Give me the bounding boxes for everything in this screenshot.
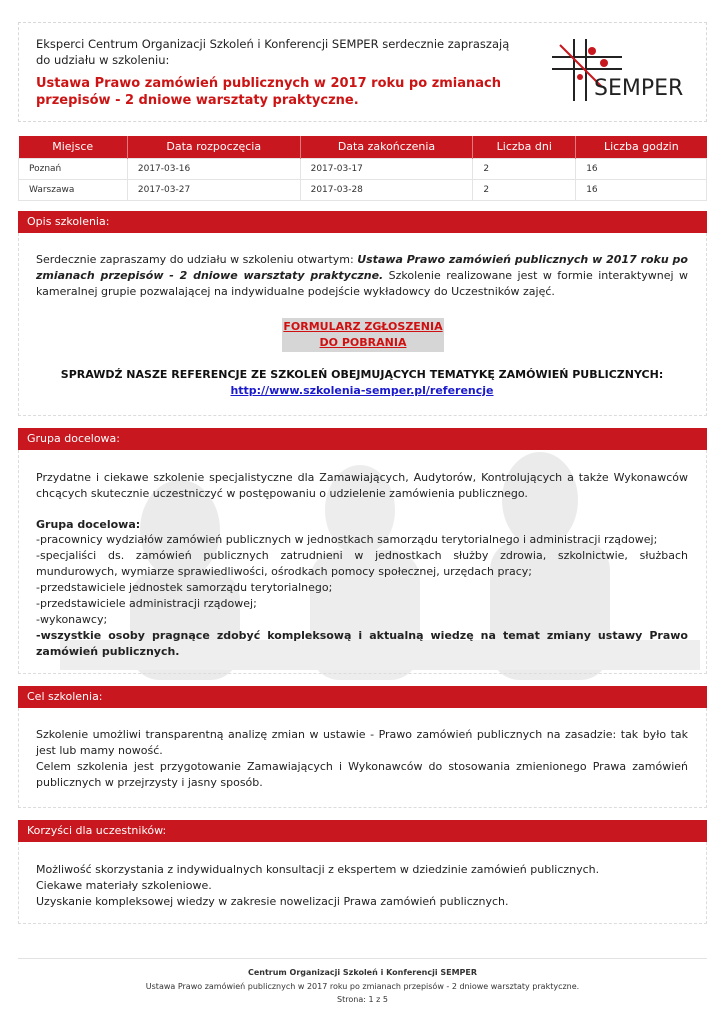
list-item: Uzyskanie kompleksowej wiedzy w zakresie nowelizacji Prawa zamówień publicznych. bbox=[36, 895, 509, 908]
col-liczba-dni: Liczba dni bbox=[473, 136, 576, 158]
references-link[interactable]: http://www.szkolenia-semper.pl/referencje bbox=[230, 384, 494, 397]
course-title: Ustawa Prawo zamówień publicznych w 2017 roku po zmianach przepisów - 2 dniowe warsztaty praktyczne. bbox=[36, 76, 502, 108]
cell-hours: 16 bbox=[576, 179, 707, 200]
footer-org: Centrum Organizacji Szkoleń i Konferencji SEMPER bbox=[247, 968, 478, 977]
cell-miejsce: Warszawa bbox=[19, 179, 128, 200]
cell-miejsce: Poznań bbox=[19, 158, 128, 179]
col-data-rozpoczecia: Data rozpoczęcia bbox=[127, 136, 300, 158]
col-miejsce: Miejsce bbox=[19, 136, 128, 158]
list-item: -wykonawcy; bbox=[36, 613, 108, 626]
korzysci-list bbox=[36, 862, 688, 910]
cell-end: 2017-03-28 bbox=[300, 179, 473, 200]
form-link-line-1: FORMULARZ ZGŁOSZENIA bbox=[283, 320, 443, 333]
section-bar-grupa: Grupa docelowa: bbox=[18, 428, 707, 450]
semper-logo bbox=[552, 37, 692, 103]
cell-start: 2017-03-27 bbox=[127, 179, 300, 200]
footer-course: Ustawa Prawo zamówień publicznych w 2017 roku po zmianach przepisów - 2 dniowe warsztaty praktyczne. bbox=[145, 982, 580, 991]
form-link-line-2: DO POBRANIA bbox=[319, 336, 407, 349]
references-heading: SPRAWDŹ NASZE REFERENCJE ZE SZKOLEŃ OBEJMUJĄCYCH TEMATYKĘ ZAMÓWIEŃ PUBLICZNYCH: bbox=[60, 368, 664, 381]
schedule-table bbox=[18, 136, 707, 201]
cell-start: 2017-03-16 bbox=[127, 158, 300, 179]
intro-text: Eksperci Centrum Organizacji Szkoleń i Konferencji SEMPER serdecznie zapraszają do udziału w szkoleniu: bbox=[36, 37, 510, 67]
col-liczba-godzin: Liczba godzin bbox=[576, 136, 707, 158]
cell-days: 2 bbox=[473, 179, 576, 200]
footer-page-number: Strona: 1 z 5 bbox=[337, 995, 388, 1004]
col-data-zakonczenia: Data zakończenia bbox=[300, 136, 473, 158]
cel-paragraph-2: Celem szkolenia jest przygotowanie Zamawiających i Wykonawców do stosowania zmienionego Prawa zamówień publicznych w przejrzysty i jasny sposób. bbox=[36, 760, 688, 789]
section-bar-opis: Opis szkolenia: bbox=[18, 211, 707, 233]
logo-text: SEMPER bbox=[594, 76, 684, 101]
list-item: -pracownicy wydziałów zamówień publicznych w jednostkach samorządu terytorialnego i administracji rządowej; bbox=[36, 533, 658, 546]
section-bar-korzysci: Korzyści dla uczestników: bbox=[18, 820, 707, 842]
grupa-intro: Przydatne i ciekawe szkolenie specjalistyczne dla Zamawiających, Audytorów, Kontrolujących a także Wykonawców chcących skutecznie uczestniczyć w postępowaniu o udzielenie zamówienia publicznego. bbox=[36, 471, 688, 500]
list-item: Możliwość skorzystania z indywidualnych konsultacji z ekspertem w dziedzinie zamówień publicznych. bbox=[36, 863, 600, 876]
opis-paragraph bbox=[36, 252, 688, 300]
cell-days: 2 bbox=[473, 158, 576, 179]
section-bar-cel: Cel szkolenia: bbox=[18, 686, 707, 708]
cel-paragraph-1: Szkolenie umożliwi transparentną analizę zmian w ustawie - Prawo zamówień publicznych na zasadzie: tak było tak jest lub mamy nowość. bbox=[36, 728, 688, 757]
cell-end: 2017-03-17 bbox=[300, 158, 473, 179]
list-item: -przedstawiciele jednostek samorządu terytorialnego; bbox=[36, 581, 333, 594]
opis-text-end: Szkolenie realizowane jest w formie interaktywnej w kameralnej grupie pozwalającej na indywidualne podejście wykładowcy do Uczestników zajęć. bbox=[36, 269, 688, 298]
opis-course-title: Ustawa Prawo zamówień publicznych w 2017 roku po zmianach przepisów - 2 dniowe warsztaty praktyczne. bbox=[36, 253, 688, 282]
cell-hours: 16 bbox=[576, 158, 707, 179]
footer-divider bbox=[18, 958, 707, 959]
list-item: -specjaliści ds. zamówień publicznych zatrudnieni w jednostkach służby zdrowia, szkolnictwie, służbach mundurowych, wymiarze sprawiedliwości, ośrodkach pomocy społecznej, urzędach pracy; bbox=[36, 549, 688, 578]
table-row bbox=[19, 179, 707, 200]
grupa-sub-heading: Grupa docelowa: bbox=[36, 518, 141, 531]
registration-form-download-link[interactable] bbox=[282, 318, 444, 352]
list-item: Ciekawe materiały szkoleniowe. bbox=[36, 879, 212, 892]
grupa-list bbox=[36, 532, 688, 660]
list-item: -przedstawiciele administracji rządowej; bbox=[36, 597, 257, 610]
opis-text-start: Serdecznie zapraszamy do udziału w szkoleniu otwartym: bbox=[36, 253, 358, 266]
header bbox=[18, 22, 707, 122]
table-row bbox=[19, 158, 707, 179]
list-item-bold: -wszystkie osoby pragnące zdobyć kompleksową i aktualną wiedzę na temat zmiany ustawy Prawo zamówień publicznych. bbox=[36, 629, 688, 658]
table-header-row bbox=[19, 136, 707, 158]
